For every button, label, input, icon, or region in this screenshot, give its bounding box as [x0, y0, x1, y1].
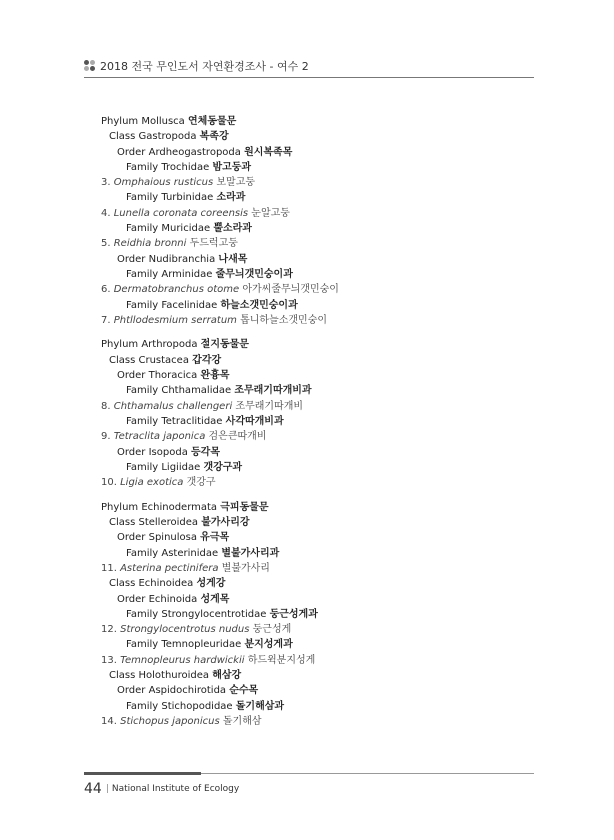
- taxon-species: [101, 622, 521, 637]
- taxon-name: Phylum Mollusca: [101, 116, 185, 127]
- taxon-name: Order Isopoda: [117, 446, 188, 458]
- korean-name: 사각따개비과: [225, 415, 284, 427]
- korean-name: 돌기해삼과: [235, 700, 285, 712]
- korean-name: 갑각강: [192, 354, 222, 366]
- korean-name: 톱니하늘소갯민숭이: [240, 314, 328, 326]
- page-header: [84, 57, 534, 77]
- taxon-species: [101, 313, 521, 328]
- korean-name: 연체동물문: [188, 116, 237, 127]
- korean-name: 조무래기따개비: [235, 400, 304, 412]
- taxon-order: [101, 145, 521, 160]
- taxon-family: [101, 221, 521, 236]
- scientific-name: Ligia exotica: [120, 477, 184, 489]
- korean-name: 별불가사리과: [221, 547, 280, 559]
- species-number: 6.: [101, 284, 111, 296]
- scientific-name: Phtllodesmium serratum: [113, 314, 237, 326]
- taxon-family: [101, 460, 521, 475]
- korean-name: 해삼강: [212, 669, 242, 681]
- scientific-name: Omphaious rusticus: [113, 177, 214, 189]
- taxon-family: [101, 267, 521, 282]
- korean-name: 소라과: [216, 192, 246, 204]
- footer-divider-accent: [84, 772, 201, 775]
- korean-name: 나새목: [218, 253, 248, 265]
- taxon-species: [101, 399, 521, 414]
- korean-name: 조무래기따개비과: [234, 385, 312, 397]
- taxon-species: [101, 429, 521, 444]
- taxon-class: [101, 576, 521, 591]
- korean-name: 돌기해삼: [222, 715, 262, 727]
- taxon-name: Family Trochidae: [126, 161, 210, 173]
- footer-publisher: National Institute of Ecology: [111, 784, 240, 794]
- korean-name: 별불가사리: [221, 562, 270, 574]
- taxonomy-list: [101, 114, 521, 729]
- page-footer: [84, 781, 239, 797]
- taxon-species: [101, 236, 521, 251]
- taxon-family: [101, 637, 521, 652]
- taxon-family: [101, 160, 521, 175]
- taxon-species: [101, 475, 521, 490]
- korean-name: 하드윅분지성게: [247, 654, 316, 666]
- korean-name: 성게강: [196, 578, 226, 590]
- taxon-name: Order Aspidochirotida: [117, 685, 227, 697]
- section-gap: [101, 328, 521, 337]
- korean-name: 갯강구과: [203, 461, 243, 473]
- scientific-name: Asterina pectinifera: [120, 562, 219, 574]
- taxon-class: [101, 353, 521, 368]
- korean-name: 불가사리강: [201, 517, 250, 529]
- taxon-name: Order Thoracica: [117, 370, 198, 382]
- korean-name: 하늘소갯민숭이과: [220, 299, 298, 311]
- species-number: 12.: [101, 624, 117, 636]
- taxon-name: Phylum Echinodermata: [101, 501, 218, 513]
- scientific-name: Strongylocentrotus nudus: [120, 624, 250, 636]
- species-number: 13.: [101, 654, 117, 666]
- taxon-name: Family Arminidae: [126, 268, 213, 280]
- taxon-species: [101, 175, 521, 190]
- korean-name: 성게목: [200, 593, 230, 605]
- taxon-class: [101, 668, 521, 683]
- korean-name: 밤고둥과: [212, 161, 252, 173]
- taxon-name: Family Asterinidae: [126, 547, 219, 559]
- taxon-phylum: [101, 500, 521, 515]
- korean-name: 유극목: [200, 532, 230, 544]
- korean-name: 줄무늬갯민숭이과: [215, 268, 293, 280]
- korean-name: 두드럭고둥: [189, 238, 238, 250]
- taxon-order: [101, 592, 521, 607]
- taxon-species: [101, 561, 521, 576]
- korean-name: 둥근성게과: [269, 608, 318, 620]
- korean-name: 완흉목: [200, 370, 230, 382]
- taxon-name: Order Echinoida: [117, 593, 198, 605]
- korean-name: 눈알고둥: [251, 207, 290, 219]
- header-divider: [84, 77, 534, 78]
- scientific-name: Stichopus japonicus: [120, 715, 220, 727]
- scientific-name: Chthamalus challengeri: [113, 400, 233, 412]
- taxon-phylum: [101, 337, 521, 352]
- korean-name: 절지동물문: [200, 339, 249, 351]
- taxon-name: Family Temnopleuridae: [126, 639, 242, 651]
- taxon-order: [101, 368, 521, 383]
- taxon-family: [101, 298, 521, 313]
- taxon-family: [101, 190, 521, 205]
- species-number: 7.: [101, 314, 111, 326]
- taxon-species: [101, 714, 521, 729]
- species-number: 4.: [101, 207, 111, 219]
- korean-name: 뿔소라과: [213, 223, 252, 235]
- taxon-name: Order Ardheogastropoda: [117, 146, 241, 158]
- korean-name: 분지성게과: [244, 639, 293, 651]
- taxon-class: [101, 515, 521, 530]
- taxon-name: Family Ligiidae: [126, 461, 201, 473]
- taxon-name: Family Muricidae: [126, 223, 211, 235]
- taxon-species: [101, 206, 521, 221]
- species-number: 5.: [101, 238, 111, 250]
- taxon-order: [101, 683, 521, 698]
- taxon-name: Class Gastropoda: [109, 131, 197, 143]
- taxon-family: [101, 414, 521, 429]
- taxon-name: Family Facelinidae: [126, 299, 218, 311]
- species-number: 8.: [101, 400, 111, 412]
- taxon-order: [101, 445, 521, 460]
- page-number: 44: [84, 781, 102, 797]
- korean-name: 등각목: [191, 446, 220, 458]
- korean-name: 검은큰따개비: [208, 431, 267, 443]
- species-number: 3.: [101, 177, 111, 189]
- taxon-name: Family Turbinidae: [126, 192, 214, 204]
- taxon-phylum: [101, 114, 521, 129]
- taxon-family: [101, 699, 521, 714]
- scientific-name: Reidhia bronni: [113, 238, 187, 250]
- taxon-name: Order Spinulosa: [117, 532, 197, 544]
- korean-name: 갯강구: [186, 477, 216, 489]
- taxon-name: Class Stelleroidea: [109, 517, 199, 529]
- scientific-name: Temnopleurus hardwickii: [120, 654, 245, 666]
- korean-name: 원시복족목: [244, 146, 293, 158]
- taxon-name: Class Holothuroidea: [109, 669, 210, 681]
- taxon-class: [101, 129, 521, 144]
- dots-grid-icon: [84, 60, 96, 72]
- korean-name: 보말고둥: [216, 177, 256, 189]
- taxon-name: Phylum Arthropoda: [101, 339, 198, 351]
- footer-divider: [201, 773, 534, 774]
- taxon-family: [101, 546, 521, 561]
- taxon-order: [101, 530, 521, 545]
- korean-name: 순수목: [229, 685, 259, 697]
- taxon-order: [101, 252, 521, 267]
- header-title: 2018 전국 무인도서 자연환경조사 - 여수 2: [100, 60, 309, 73]
- scientific-name: Tetraclita japonica: [113, 431, 206, 443]
- taxon-name: Class Echinoidea: [109, 578, 194, 590]
- taxon-name: Class Crustacea: [109, 354, 189, 366]
- section-gap: [101, 490, 521, 499]
- korean-name: 아가씨줄무늬갯민숭이: [242, 284, 339, 296]
- taxon-name: Family Tetraclitidae: [126, 415, 223, 427]
- taxon-name: Family Chthamalidae: [126, 385, 232, 397]
- taxon-name: Family Stichopodidae: [126, 700, 233, 712]
- taxon-name: Family Strongylocentrotidae: [126, 608, 267, 620]
- scientific-name: Lunella coronata coreensis: [113, 207, 249, 219]
- species-number: 11.: [101, 562, 117, 574]
- korean-name: 복족강: [199, 131, 229, 143]
- taxon-name: Order Nudibranchia: [117, 253, 216, 265]
- footer-separator: |: [105, 784, 109, 794]
- korean-name: 둥근성게: [252, 624, 292, 636]
- species-number: 14.: [101, 715, 117, 727]
- species-number: 9.: [101, 431, 111, 443]
- taxon-species: [101, 282, 521, 297]
- taxon-family: [101, 383, 521, 398]
- scientific-name: Dermatobranchus otome: [113, 284, 240, 296]
- taxon-family: [101, 607, 521, 622]
- korean-name: 극피동물문: [220, 501, 269, 513]
- taxon-species: [101, 653, 521, 668]
- species-number: 10.: [101, 477, 117, 489]
